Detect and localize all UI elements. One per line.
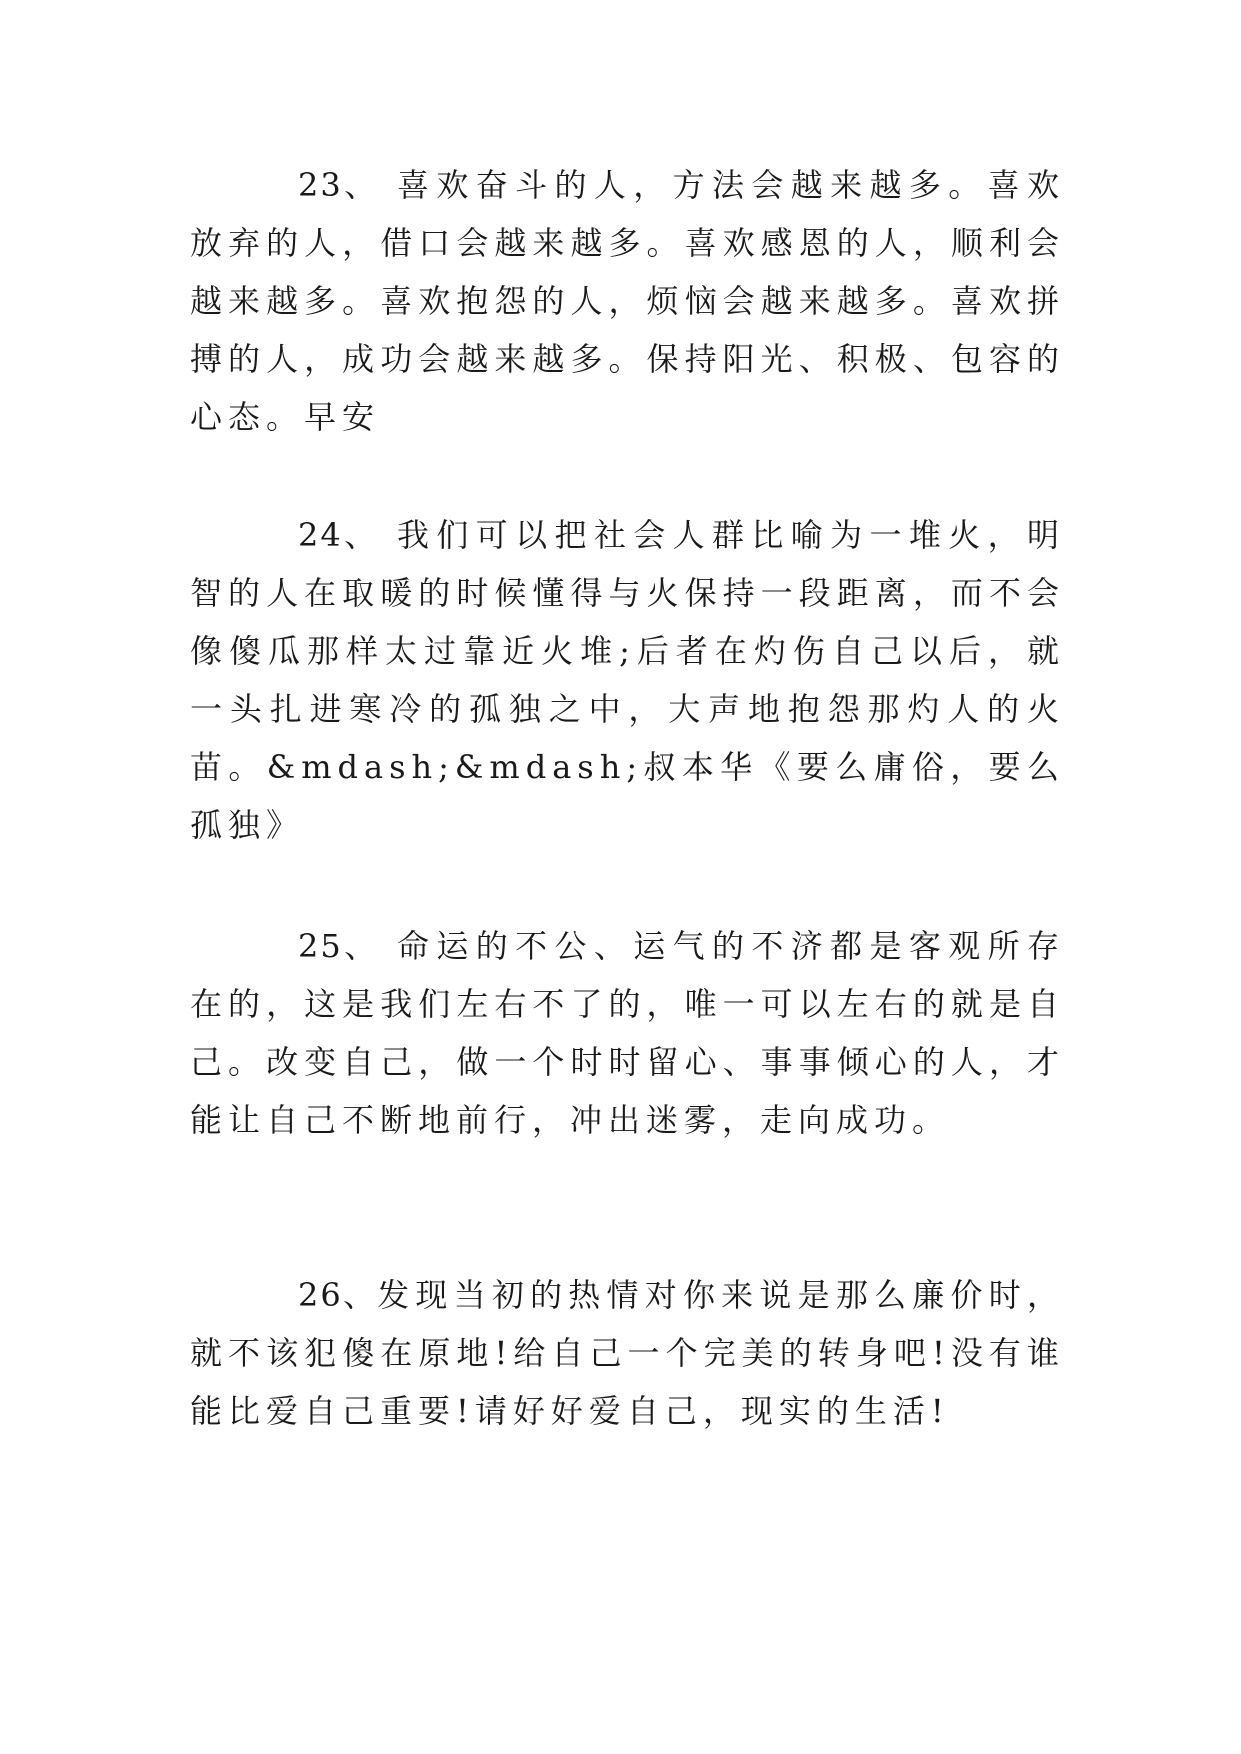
paragraph-number: 23、 xyxy=(298,166,380,204)
paragraph-text: 喜欢奋斗的人，方法会越来越多。喜欢放弃的人，借口会越来越多。喜欢感恩的人，顺利会越来越多。喜欢抱怨的人，烦恼会越来越多。喜欢拼搏的人，成功会越来越多。保持阳光、积极、包容的心态。早安 xyxy=(190,166,1065,436)
paragraph-text: 命运的不公、运气的不济都是客观所存在的，这是我们左右不了的，唯一可以左右的就是自己。改变自己，做一个时时留心、事事倾心的人，才能让自己不断地前行，冲出迷雾，走向成功。 xyxy=(190,927,1065,1139)
paragraph-number: 24、 xyxy=(298,516,380,554)
paragraph-23 xyxy=(190,156,1065,446)
paragraph-25 xyxy=(190,917,1065,1149)
paragraph-text: 我们可以把社会人群比喻为一堆火，明智的人在取暖的时候懂得与火保持一段距离，而不会像傻瓜那样太过靠近火堆;后者在灼伤自己以后，就一头扎进寒冷的孤独之中，大声地抱怨那灼人的火苗。&mdash;&mdash;叔本华《要么庸俗，要么孤独》 xyxy=(190,516,1065,844)
paragraph-24 xyxy=(190,506,1065,854)
paragraph-text: 发现当初的热情对你来说是那么廉价时，就不该犯傻在原地!给自己一个完美的转身吧!没有谁能比爱自己重要!请好好爱自己，现实的生活! xyxy=(190,1276,1065,1430)
paragraph-number: 26、 xyxy=(298,1276,378,1314)
paragraph-number: 25、 xyxy=(298,927,380,965)
paragraph-26 xyxy=(190,1266,1065,1440)
